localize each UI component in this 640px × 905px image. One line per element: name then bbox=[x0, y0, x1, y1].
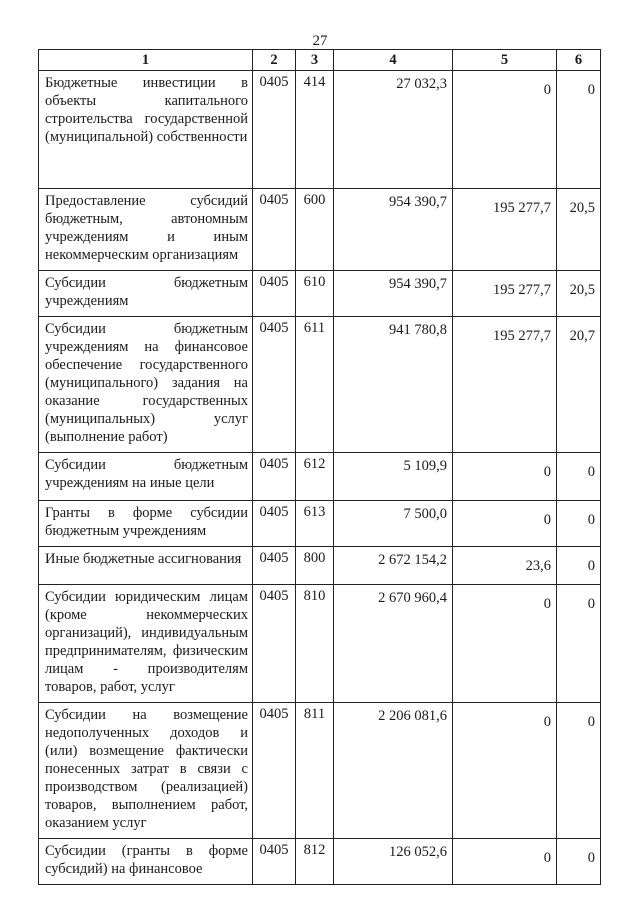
section-code-cell: 0405 bbox=[253, 547, 296, 585]
row-name-cell: Субсидии на возмещение недополученных доходов и (или) возмещение фактически понесенных затрат в связи с производством (реализацией) товаров, выполнением работ, оказанием услуг bbox=[39, 703, 253, 839]
header-row bbox=[39, 50, 601, 71]
row-name-cell: Субсидии бюджетным учреждениям на иные цели bbox=[39, 453, 253, 501]
section-code-cell: 0405 bbox=[253, 317, 296, 453]
section-code-cell: 0405 bbox=[253, 501, 296, 547]
section-code-cell: 0405 bbox=[253, 453, 296, 501]
executed-cell: 0 bbox=[453, 585, 557, 703]
executed-cell: 0 bbox=[453, 453, 557, 501]
amount-cell: 954 390,7 bbox=[334, 189, 453, 271]
table-row bbox=[39, 501, 601, 547]
expense-type-cell: 414 bbox=[296, 71, 334, 189]
header-cell: 5 bbox=[453, 50, 557, 71]
header-cell: 2 bbox=[253, 50, 296, 71]
section-code-cell: 0405 bbox=[253, 703, 296, 839]
expense-type-cell: 613 bbox=[296, 501, 334, 547]
expense-type-cell: 600 bbox=[296, 189, 334, 271]
executed-cell: 0 bbox=[453, 71, 557, 189]
percent-cell: 20,5 bbox=[557, 271, 601, 317]
amount-cell: 7 500,0 bbox=[334, 501, 453, 547]
row-name-cell: Субсидии бюджетным учреждениям bbox=[39, 271, 253, 317]
header-cell: 4 bbox=[334, 50, 453, 71]
executed-cell: 195 277,7 bbox=[453, 271, 557, 317]
executed-cell: 195 277,7 bbox=[453, 189, 557, 271]
row-name-cell: Субсидии бюджетным учреждениям на финансовое обеспечение государственного (муниципального) задания на оказание государственных (муниципальных) услуг (выполнение работ) bbox=[39, 317, 253, 453]
table-row bbox=[39, 585, 601, 703]
table-row bbox=[39, 453, 601, 501]
amount-cell: 2 672 154,2 bbox=[334, 547, 453, 585]
section-code-cell: 0405 bbox=[253, 71, 296, 189]
expense-type-cell: 800 bbox=[296, 547, 334, 585]
row-name-cell: Иные бюджетные ассигнования bbox=[39, 547, 253, 585]
row-name-cell: Бюджетные инвестиции в объекты капитального строительства государственной (муниципальной) собственности bbox=[39, 71, 253, 189]
amount-cell: 954 390,7 bbox=[334, 271, 453, 317]
percent-cell: 0 bbox=[557, 71, 601, 189]
expense-type-cell: 612 bbox=[296, 453, 334, 501]
table-row bbox=[39, 839, 601, 885]
header-cell: 1 bbox=[39, 50, 253, 71]
amount-cell: 27 032,3 bbox=[334, 71, 453, 189]
page-number: 27 bbox=[312, 33, 328, 49]
percent-cell: 0 bbox=[557, 453, 601, 501]
row-name-cell: Гранты в форме субсидии бюджетным учреждениям bbox=[39, 501, 253, 547]
budget-table bbox=[38, 49, 601, 885]
expense-type-cell: 811 bbox=[296, 703, 334, 839]
amount-cell: 941 780,8 bbox=[334, 317, 453, 453]
expense-type-cell: 812 bbox=[296, 839, 334, 885]
amount-cell: 5 109,9 bbox=[334, 453, 453, 501]
executed-cell: 0 bbox=[453, 703, 557, 839]
table-row bbox=[39, 703, 601, 839]
expense-type-cell: 810 bbox=[296, 585, 334, 703]
table-row bbox=[39, 271, 601, 317]
percent-cell: 0 bbox=[557, 703, 601, 839]
header-cell: 6 bbox=[557, 50, 601, 71]
section-code-cell: 0405 bbox=[253, 271, 296, 317]
section-code-cell: 0405 bbox=[253, 189, 296, 271]
percent-cell: 0 bbox=[557, 501, 601, 547]
table-row bbox=[39, 189, 601, 271]
table-row bbox=[39, 317, 601, 453]
row-name-cell: Субсидии юридическим лицам (кроме некоммерческих организаций), индивидуальным предпринимателям, физическим лицам - производителям товаров, работ, услуг bbox=[39, 585, 253, 703]
executed-cell: 195 277,7 bbox=[453, 317, 557, 453]
percent-cell: 0 bbox=[557, 839, 601, 885]
amount-cell: 126 052,6 bbox=[334, 839, 453, 885]
amount-cell: 2 670 960,4 bbox=[334, 585, 453, 703]
row-name-cell: Предоставление субсидий бюджетным, автономным учреждениям и иным некоммерческим организациям bbox=[39, 189, 253, 271]
percent-cell: 0 bbox=[557, 585, 601, 703]
percent-cell: 20,5 bbox=[557, 189, 601, 271]
executed-cell: 23,6 bbox=[453, 547, 557, 585]
table-row bbox=[39, 547, 601, 585]
percent-cell: 20,7 bbox=[557, 317, 601, 453]
header-cell: 3 bbox=[296, 50, 334, 71]
expense-type-cell: 611 bbox=[296, 317, 334, 453]
table-row bbox=[39, 71, 601, 189]
section-code-cell: 0405 bbox=[253, 585, 296, 703]
percent-cell: 0 bbox=[557, 547, 601, 585]
amount-cell: 2 206 081,6 bbox=[334, 703, 453, 839]
section-code-cell: 0405 bbox=[253, 839, 296, 885]
executed-cell: 0 bbox=[453, 839, 557, 885]
row-name-cell: Субсидии (гранты в форме субсидий) на финансовое bbox=[39, 839, 253, 885]
expense-type-cell: 610 bbox=[296, 271, 334, 317]
executed-cell: 0 bbox=[453, 501, 557, 547]
